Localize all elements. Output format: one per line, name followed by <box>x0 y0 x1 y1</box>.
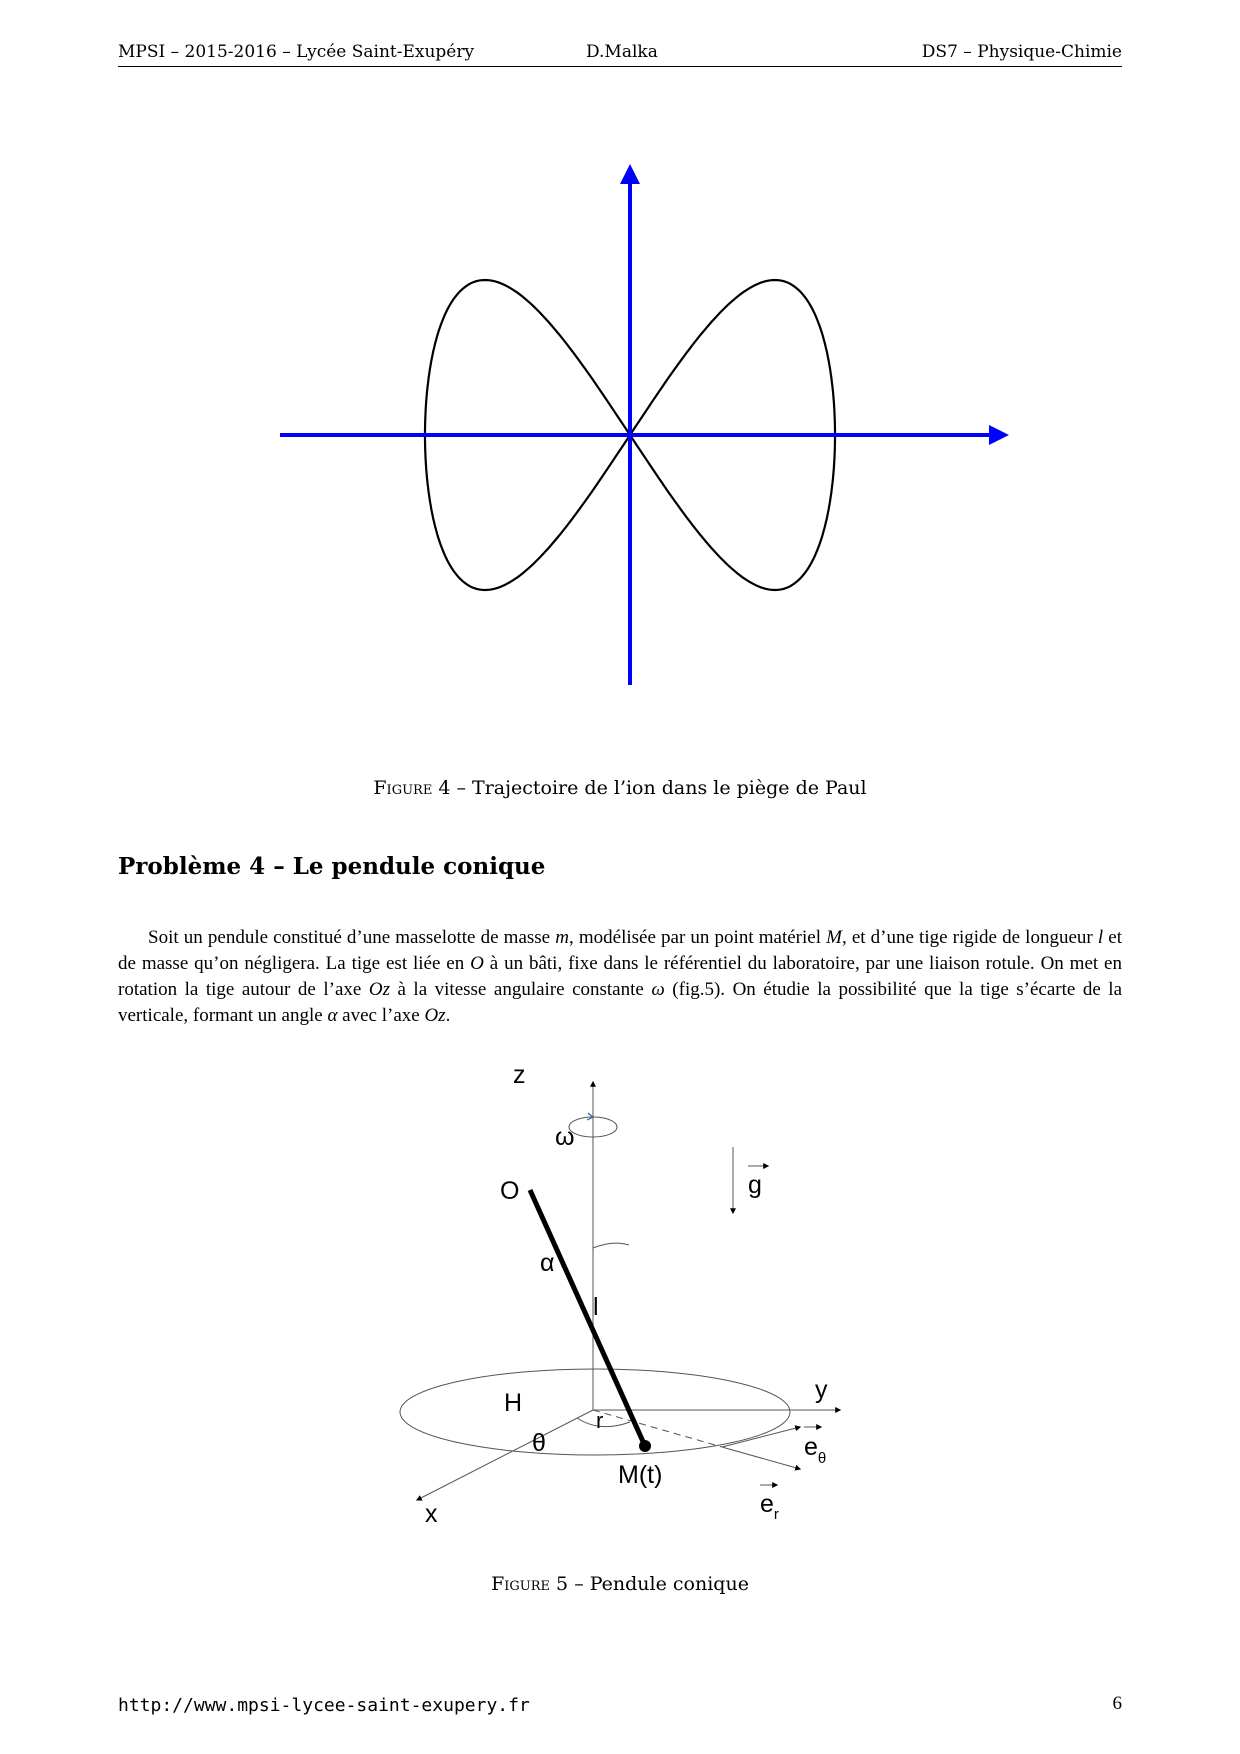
figure-5-conical-pendulum <box>380 1065 860 1525</box>
header-left: MPSI – 2015-2016 – Lycée Saint-Exupéry <box>118 42 475 62</box>
para-text-6: à la vitesse angulaire constante <box>389 979 652 1000</box>
label-x: x <box>425 1500 438 1525</box>
alpha-arc <box>593 1243 629 1248</box>
para-text-2: , modélisée par un point matériel <box>568 927 827 948</box>
para-text-3: , et d’une tige rigide de longueur <box>841 927 1098 948</box>
para-math-Oz-2: Oz <box>424 1005 446 1026</box>
para-text-4: et de masse qu’on négligera. La tige est liée en <box>118 927 1122 974</box>
figure-4-caption-label: Figure 4 <box>373 777 451 799</box>
para-text-5: à un bâti, fixe dans le référentiel du laboratoire, par une liaison rotule. On met en rotation la tige autour de l’axe <box>118 953 1122 1000</box>
label-H: H <box>504 1389 523 1417</box>
figure-4-caption-text: – Trajectoire de l’ion dans le piège de Paul <box>456 777 867 799</box>
problem-paragraph <box>118 925 1122 1029</box>
para-math-l: l <box>1097 927 1104 948</box>
para-math-Oz-1: Oz <box>368 979 390 1000</box>
label-M: M(t) <box>618 1461 663 1489</box>
para-text-8: avec l’axe <box>337 1005 425 1026</box>
rotation-arrowhead <box>587 1113 593 1120</box>
figure-5-caption-label: Figure 5 <box>491 1573 569 1595</box>
para-math-O: O <box>470 953 484 974</box>
figure-4-caption <box>0 777 1240 799</box>
label-theta: θ <box>532 1429 546 1457</box>
footer-url[interactable]: http://www.mpsi-lycee-saint-exupery.fr <box>118 1695 530 1716</box>
label-e-r: $e_r$ <box>760 1490 779 1523</box>
para-text-9: . <box>445 1005 451 1026</box>
circular-trajectory <box>400 1369 790 1455</box>
para-math-m: m <box>555 927 569 948</box>
para-math-omega: ω <box>651 979 665 1000</box>
page-header <box>118 40 1122 67</box>
header-right: DS7 – Physique-Chimie <box>921 42 1122 62</box>
header-center: D.Malka <box>586 42 658 62</box>
label-z: z <box>513 1065 526 1089</box>
para-text-7: (fig.5). On étudie la possibilité que la tige s’écarte de la verticale, formant un angle <box>118 979 1123 1026</box>
pendulum-rod <box>530 1190 645 1446</box>
label-e-theta: $e_\theta$ <box>804 1433 827 1467</box>
figure-4-trajectory <box>270 160 1010 700</box>
theta-arc <box>577 1418 630 1427</box>
page-number: 6 <box>1112 1693 1122 1714</box>
label-y: y <box>815 1376 828 1404</box>
label-r: r <box>596 1408 604 1433</box>
radius-dashed-line <box>593 1410 722 1447</box>
problem-title: Problème 4 – Le pendule conique <box>118 853 546 880</box>
para-math-M: M <box>826 927 842 948</box>
para-math-alpha: α <box>327 1005 338 1026</box>
label-alpha: α <box>540 1249 555 1277</box>
label-g: g <box>748 1171 762 1199</box>
e-theta-vector <box>722 1427 800 1447</box>
figure-5-caption <box>0 1573 1240 1595</box>
label-O: O <box>500 1177 520 1205</box>
figure-5-caption-text: – Pendule conique <box>574 1573 749 1595</box>
label-l: l <box>593 1293 599 1321</box>
mass-point-M <box>639 1440 651 1452</box>
label-omega: ω <box>555 1123 575 1151</box>
e-r-vector <box>722 1447 800 1469</box>
para-text-1: Soit un pendule constitué d’une masselotte de masse <box>148 927 556 948</box>
